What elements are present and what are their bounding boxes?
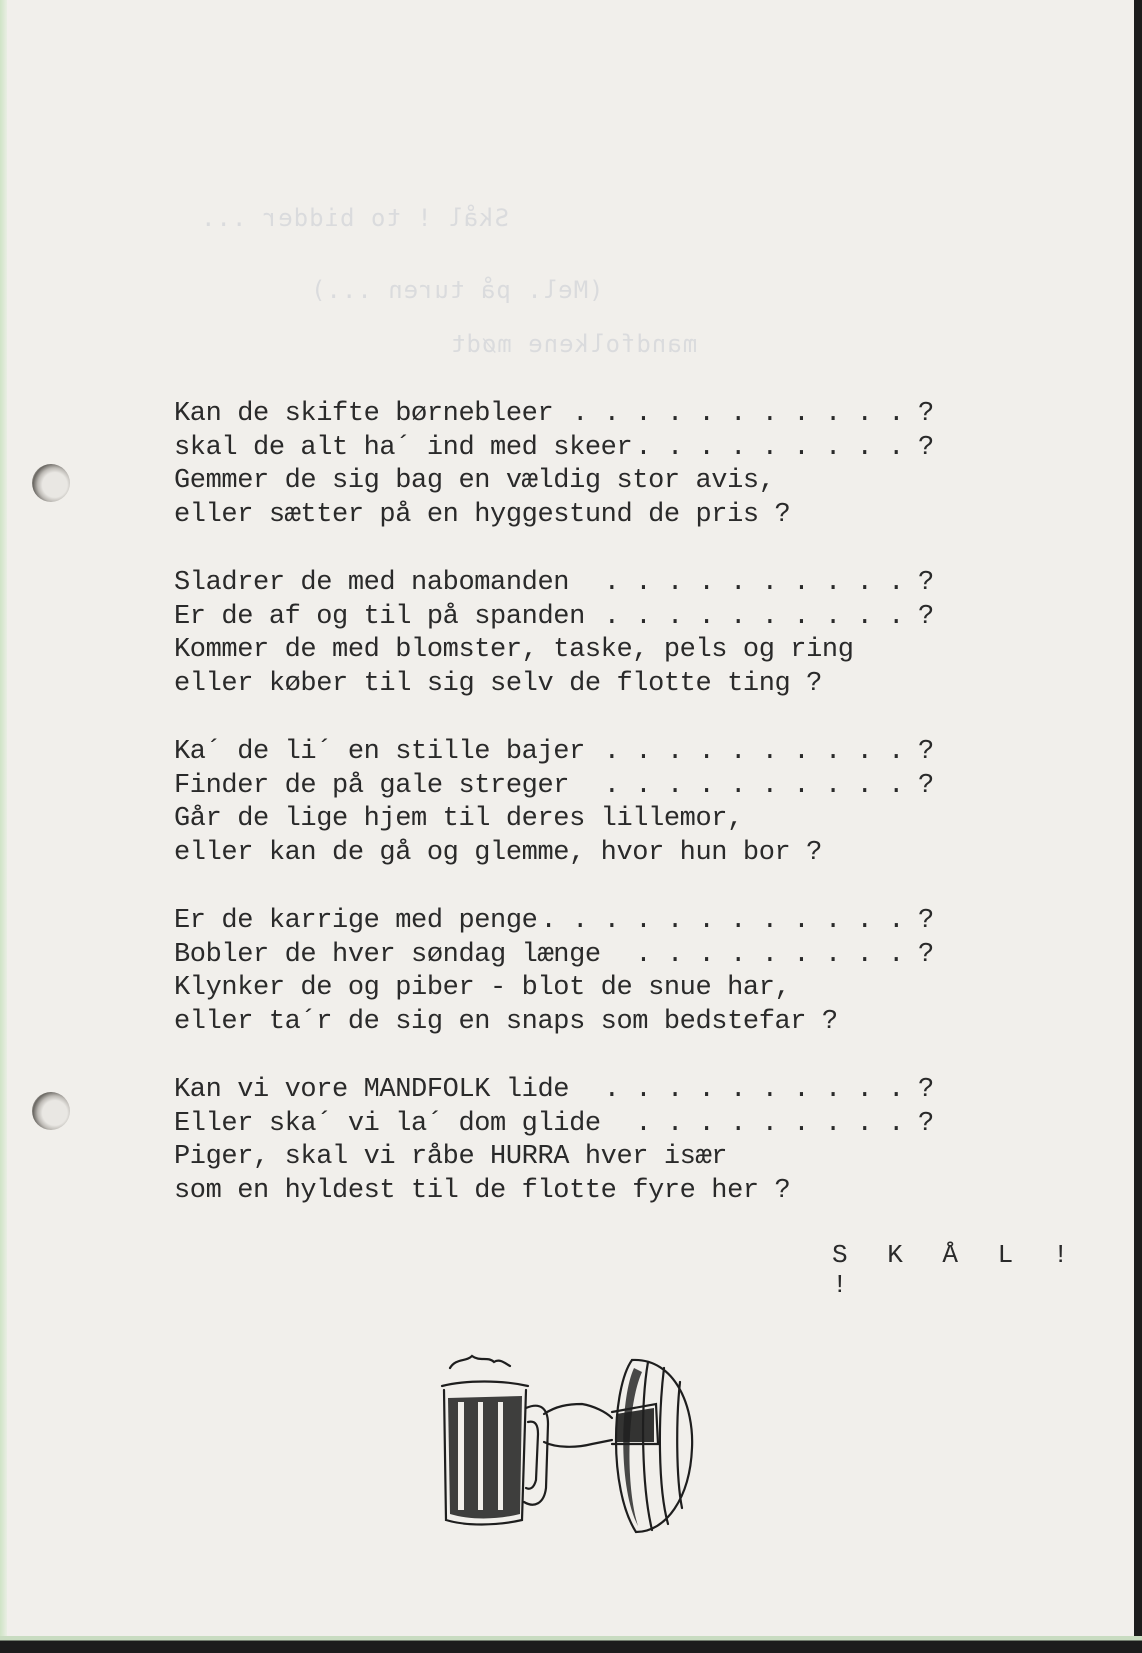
poem-line xyxy=(174,634,1074,668)
show-through-text: Skål ! to bidder ... xyxy=(200,204,509,232)
poem-line-text: eller sætter på en hyggestund de pris ? xyxy=(174,499,791,530)
question-mark: ? xyxy=(918,432,934,463)
dot-leader: . . . . . . . . . . . xyxy=(572,399,904,429)
poem-line xyxy=(174,939,1074,973)
dot-leader: . . . . . . . . . . xyxy=(603,770,904,801)
poem-line-text: Piger, skal vi råbe HURRA hver især xyxy=(174,1142,728,1172)
question-mark: ? xyxy=(918,568,934,598)
poem-line-text: Gemmer de sig bag en vældig stor avis, xyxy=(174,466,775,496)
punch-hole xyxy=(32,464,70,502)
beer-mug-and-barrel-icon xyxy=(436,1348,698,1536)
dot-leader: . . . . . . . . . xyxy=(635,939,904,970)
poem-line-text: Ka´ de li´ en stille bajer xyxy=(174,737,585,767)
show-through-text: (Mel. på turen ...) xyxy=(310,276,604,304)
poem-line xyxy=(174,837,1074,871)
poem-line xyxy=(174,465,1074,499)
poem-line-text: eller køber til sig selv de flotte ting ? xyxy=(174,668,822,699)
poem-line-text: Bobler de hver søndag længe xyxy=(174,939,601,970)
poem-line xyxy=(174,499,1074,533)
poem-line xyxy=(174,432,1074,466)
dot-leader: . . . . . . . . . . xyxy=(603,737,904,767)
question-mark: ? xyxy=(918,906,934,936)
poem-line-text: Finder de på gale streger xyxy=(174,770,570,801)
closing-toast: S K Å L ! ! xyxy=(832,1240,1081,1300)
question-mark: ? xyxy=(918,939,934,970)
punch-hole xyxy=(32,1092,70,1130)
poem-line-text: Er de karrige med penge xyxy=(174,906,538,936)
dot-leader: . . . . . . . . . . . . xyxy=(540,906,904,936)
poem-line xyxy=(174,972,1074,1006)
poem-line-text: Går de lige hjem til deres lillemor, xyxy=(174,804,743,834)
poem-line-text: som en hyldest til de flotte fyre her ? xyxy=(174,1175,791,1206)
dot-leader: . . . . . . . . . . xyxy=(603,568,904,598)
poem-line xyxy=(174,601,1074,635)
poem-line-text: Klynker de og piber - blot de snue har, xyxy=(174,973,791,1003)
poem-line xyxy=(174,668,1074,702)
question-mark: ? xyxy=(918,1108,934,1139)
question-mark: ? xyxy=(918,1075,934,1105)
poem-line xyxy=(174,905,1074,939)
poem-line xyxy=(174,736,1074,770)
poem-line-text: Kommer de med blomster, taske, pels og ring xyxy=(174,635,854,665)
question-mark: ? xyxy=(918,770,934,801)
poem-line xyxy=(174,1006,1074,1040)
question-mark: ? xyxy=(918,737,934,767)
question-mark: ? xyxy=(918,601,934,632)
poem-line xyxy=(174,803,1074,837)
poem-line-text: skal de alt ha´ ind med skeer xyxy=(174,432,633,463)
poem-line-text: eller ta´r de sig en snaps som bedstefar ? xyxy=(174,1006,838,1037)
poem-line xyxy=(174,398,1074,432)
poem-line-text: Er de af og til på spanden xyxy=(174,601,585,632)
poem-line xyxy=(174,1175,1074,1209)
poem-line xyxy=(174,1141,1074,1175)
dot-leader: . . . . . . . . . xyxy=(635,1108,904,1139)
show-through-text: mandfolkene mødt xyxy=(450,330,698,358)
poem-line-text: Eller ska´ vi la´ dom glide xyxy=(174,1108,601,1139)
poem-line xyxy=(174,1074,1074,1108)
poem-line-text: Sladrer de med nabomanden xyxy=(174,568,570,598)
poem xyxy=(174,398,1094,1243)
poem-line-text: eller kan de gå og glemme, hvor hun bor ? xyxy=(174,837,822,868)
poem-line xyxy=(174,770,1074,804)
page-bottom-edge xyxy=(0,1636,1142,1653)
poem-line-text: Kan de skifte børnebleer xyxy=(174,399,554,429)
page-edge xyxy=(0,0,7,1642)
question-mark: ? xyxy=(918,399,934,429)
poem-line-text: Kan vi vore MANDFOLK lide xyxy=(174,1075,570,1105)
dot-leader: . . . . . . . . . xyxy=(635,432,904,463)
poem-line xyxy=(174,567,1074,601)
poem-line xyxy=(174,1108,1074,1142)
dot-leader: . . . . . . . . . . xyxy=(603,1075,904,1105)
dot-leader: . . . . . . . . . . xyxy=(603,601,904,632)
